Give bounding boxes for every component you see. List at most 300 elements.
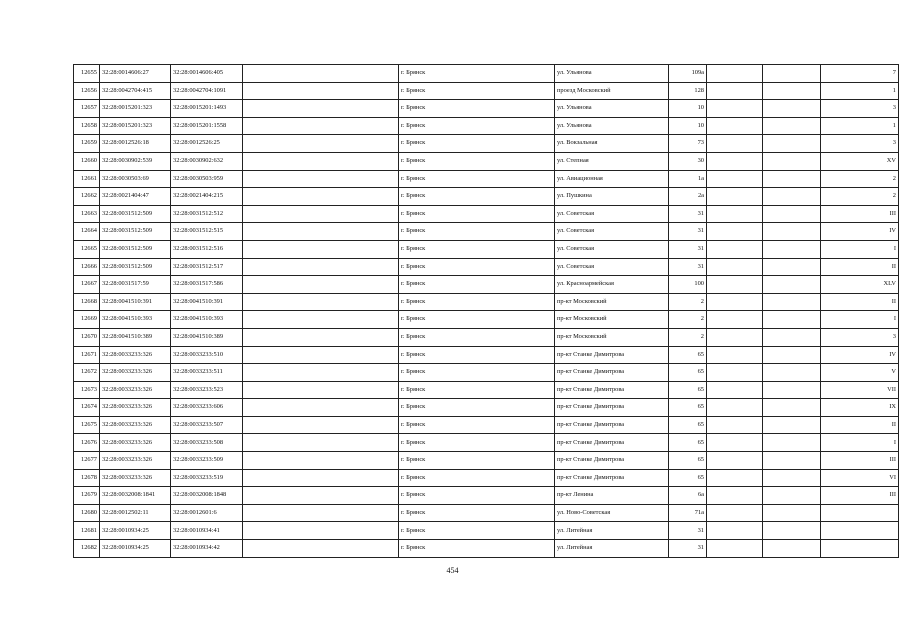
city-cell: г. Брянск — [399, 100, 555, 118]
apartment-cell — [763, 117, 821, 135]
table-row — [74, 152, 899, 170]
apartment-cell — [763, 311, 821, 329]
house-number-cell: 73 — [669, 135, 707, 153]
street-cell: ул. Литейная — [555, 540, 669, 558]
property-table-body — [74, 65, 899, 558]
house-number-cell: 71а — [669, 504, 707, 522]
street-cell: ул. Вокзальная — [555, 135, 669, 153]
building-cell — [707, 469, 763, 487]
empty-column-cell — [243, 240, 399, 258]
city-cell: г. Брянск — [399, 434, 555, 452]
table-row — [74, 452, 899, 470]
cadastral-number-cell: 32:28:0010934:41 — [171, 522, 243, 540]
house-number-cell: 31 — [669, 240, 707, 258]
street-cell: ул. Ульянова — [555, 100, 669, 118]
premises-cell: VI — [821, 469, 899, 487]
building-cell — [707, 346, 763, 364]
empty-column-cell — [243, 223, 399, 241]
house-number-cell: 31 — [669, 540, 707, 558]
row-number-cell: 12670 — [74, 328, 100, 346]
building-cell — [707, 100, 763, 118]
cadastral-number-cell: 32:28:0021404:215 — [171, 188, 243, 206]
city-cell: г. Брянск — [399, 399, 555, 417]
apartment-cell — [763, 240, 821, 258]
cadastral-block-cell: 32:28:0041510:389 — [100, 328, 171, 346]
cadastral-number-cell: 32:28:0033233:519 — [171, 469, 243, 487]
building-cell — [707, 188, 763, 206]
premises-cell: V — [821, 364, 899, 382]
house-number-cell: 10 — [669, 100, 707, 118]
building-cell — [707, 152, 763, 170]
cadastral-number-cell: 32:28:0033233:509 — [171, 452, 243, 470]
city-cell: г. Брянск — [399, 223, 555, 241]
house-number-cell: 65 — [669, 381, 707, 399]
cadastral-block-cell: 32:28:0041510:391 — [100, 293, 171, 311]
premises-cell: 1 — [821, 117, 899, 135]
cadastral-block-cell: 32:28:0030902:539 — [100, 152, 171, 170]
premises-cell: 3 — [821, 100, 899, 118]
premises-cell: I — [821, 240, 899, 258]
city-cell: г. Брянск — [399, 504, 555, 522]
apartment-cell — [763, 328, 821, 346]
empty-column-cell — [243, 311, 399, 329]
city-cell: г. Брянск — [399, 170, 555, 188]
apartment-cell — [763, 65, 821, 83]
apartment-cell — [763, 223, 821, 241]
city-cell: г. Брянск — [399, 452, 555, 470]
apartment-cell — [763, 469, 821, 487]
house-number-cell: 1а — [669, 170, 707, 188]
cadastral-block-cell: 32:28:0033233:326 — [100, 381, 171, 399]
apartment-cell — [763, 293, 821, 311]
street-cell: ул. Советская — [555, 205, 669, 223]
house-number-cell: 100 — [669, 276, 707, 294]
cadastral-number-cell: 32:28:0042704:1091 — [171, 82, 243, 100]
house-number-cell: 65 — [669, 452, 707, 470]
empty-column-cell — [243, 522, 399, 540]
row-number-cell: 12666 — [74, 258, 100, 276]
table-row — [74, 399, 899, 417]
row-number-cell: 12680 — [74, 504, 100, 522]
cadastral-block-cell: 32:28:0015201:323 — [100, 117, 171, 135]
premises-cell: XV — [821, 152, 899, 170]
premises-cell: II — [821, 293, 899, 311]
premises-cell: I — [821, 311, 899, 329]
street-cell: пр-кт Станке Димитрова — [555, 469, 669, 487]
empty-column-cell — [243, 152, 399, 170]
street-cell: пр-кт Московский — [555, 311, 669, 329]
row-number-cell: 12677 — [74, 452, 100, 470]
cadastral-number-cell: 32:28:0031517:586 — [171, 276, 243, 294]
premises-cell: IV — [821, 346, 899, 364]
cadastral-block-cell: 32:28:0021404:47 — [100, 188, 171, 206]
table-row — [74, 65, 899, 83]
street-cell: ул. Ульянова — [555, 65, 669, 83]
building-cell — [707, 416, 763, 434]
table-row — [74, 223, 899, 241]
street-cell: проезд Московский — [555, 82, 669, 100]
row-number-cell: 12665 — [74, 240, 100, 258]
house-number-cell: 31 — [669, 258, 707, 276]
street-cell: ул. Советская — [555, 240, 669, 258]
row-number-cell: 12678 — [74, 469, 100, 487]
apartment-cell — [763, 522, 821, 540]
table-row — [74, 346, 899, 364]
street-cell: пр-кт Станке Димитрова — [555, 346, 669, 364]
premises-cell: 3 — [821, 135, 899, 153]
row-number-cell: 12664 — [74, 223, 100, 241]
empty-column-cell — [243, 434, 399, 452]
city-cell: г. Брянск — [399, 311, 555, 329]
street-cell: пр-кт Станке Димитрова — [555, 399, 669, 417]
cadastral-number-cell: 32:28:0041510:391 — [171, 293, 243, 311]
building-cell — [707, 328, 763, 346]
city-cell: г. Брянск — [399, 135, 555, 153]
house-number-cell: 31 — [669, 223, 707, 241]
building-cell — [707, 65, 763, 83]
city-cell: г. Брянск — [399, 152, 555, 170]
building-cell — [707, 434, 763, 452]
street-cell: ул. Советская — [555, 258, 669, 276]
city-cell: г. Брянск — [399, 240, 555, 258]
apartment-cell — [763, 540, 821, 558]
cadastral-block-cell: 32:28:0012526:18 — [100, 135, 171, 153]
street-cell: ул. Степная — [555, 152, 669, 170]
city-cell: г. Брянск — [399, 65, 555, 83]
building-cell — [707, 293, 763, 311]
cadastral-number-cell: 32:28:0033233:508 — [171, 434, 243, 452]
cadastral-block-cell: 32:28:0041510:393 — [100, 311, 171, 329]
building-cell — [707, 276, 763, 294]
cadastral-block-cell: 32:28:0031517:59 — [100, 276, 171, 294]
premises-cell: VII — [821, 381, 899, 399]
row-number-cell: 12674 — [74, 399, 100, 417]
empty-column-cell — [243, 65, 399, 83]
building-cell — [707, 223, 763, 241]
row-number-cell: 12655 — [74, 65, 100, 83]
city-cell: г. Брянск — [399, 293, 555, 311]
cadastral-number-cell: 32:28:0041510:389 — [171, 328, 243, 346]
cadastral-number-cell: 32:28:0010934:42 — [171, 540, 243, 558]
premises-cell: II — [821, 416, 899, 434]
empty-column-cell — [243, 276, 399, 294]
building-cell — [707, 117, 763, 135]
apartment-cell — [763, 452, 821, 470]
table-row — [74, 540, 899, 558]
house-number-cell: 128 — [669, 82, 707, 100]
table-row — [74, 522, 899, 540]
cadastral-number-cell: 32:28:0033233:510 — [171, 346, 243, 364]
cadastral-number-cell: 32:28:0041510:393 — [171, 311, 243, 329]
apartment-cell — [763, 170, 821, 188]
table-row — [74, 416, 899, 434]
empty-column-cell — [243, 205, 399, 223]
cadastral-number-cell: 32:28:0031512:517 — [171, 258, 243, 276]
premises-cell: III — [821, 487, 899, 505]
apartment-cell — [763, 135, 821, 153]
row-number-cell: 12661 — [74, 170, 100, 188]
row-number-cell: 12671 — [74, 346, 100, 364]
city-cell: г. Брянск — [399, 364, 555, 382]
row-number-cell: 12669 — [74, 311, 100, 329]
street-cell: пр-кт Ленина — [555, 487, 669, 505]
empty-column-cell — [243, 100, 399, 118]
empty-column-cell — [243, 170, 399, 188]
premises-cell: 1 — [821, 82, 899, 100]
premises-cell: IX — [821, 399, 899, 417]
city-cell: г. Брянск — [399, 522, 555, 540]
cadastral-block-cell: 32:28:0033233:326 — [100, 452, 171, 470]
empty-column-cell — [243, 416, 399, 434]
apartment-cell — [763, 504, 821, 522]
cadastral-block-cell: 32:28:0030503:69 — [100, 170, 171, 188]
cadastral-number-cell: 32:28:0033233:606 — [171, 399, 243, 417]
cadastral-number-cell: 32:28:0031512:516 — [171, 240, 243, 258]
house-number-cell: 65 — [669, 346, 707, 364]
cadastral-block-cell: 32:28:0010934:25 — [100, 540, 171, 558]
cadastral-number-cell: 32:28:0030503:959 — [171, 170, 243, 188]
table-row — [74, 364, 899, 382]
table-row — [74, 381, 899, 399]
house-number-cell: 2 — [669, 311, 707, 329]
house-number-cell: 65 — [669, 434, 707, 452]
city-cell: г. Брянск — [399, 82, 555, 100]
city-cell: г. Брянск — [399, 276, 555, 294]
premises-cell: 3 — [821, 328, 899, 346]
street-cell: ул. Пушкина — [555, 188, 669, 206]
street-cell: пр-кт Московский — [555, 293, 669, 311]
premises-cell — [821, 540, 899, 558]
city-cell: г. Брянск — [399, 346, 555, 364]
apartment-cell — [763, 276, 821, 294]
cadastral-block-cell: 32:28:0031512:509 — [100, 258, 171, 276]
house-number-cell: 65 — [669, 469, 707, 487]
city-cell: г. Брянск — [399, 205, 555, 223]
premises-cell — [821, 522, 899, 540]
empty-column-cell — [243, 469, 399, 487]
apartment-cell — [763, 152, 821, 170]
house-number-cell: 2 — [669, 328, 707, 346]
city-cell: г. Брянск — [399, 540, 555, 558]
house-number-cell: 109а — [669, 65, 707, 83]
apartment-cell — [763, 399, 821, 417]
table-row — [74, 504, 899, 522]
building-cell — [707, 381, 763, 399]
cadastral-block-cell: 32:28:0033233:326 — [100, 364, 171, 382]
table-row — [74, 293, 899, 311]
building-cell — [707, 522, 763, 540]
empty-column-cell — [243, 82, 399, 100]
cadastral-block-cell: 32:28:0031512:509 — [100, 205, 171, 223]
house-number-cell: 30 — [669, 152, 707, 170]
cadastral-number-cell: 32:28:0015201:1493 — [171, 100, 243, 118]
empty-column-cell — [243, 135, 399, 153]
building-cell — [707, 170, 763, 188]
empty-column-cell — [243, 452, 399, 470]
apartment-cell — [763, 188, 821, 206]
building-cell — [707, 205, 763, 223]
cadastral-number-cell: 32:28:0031512:512 — [171, 205, 243, 223]
empty-column-cell — [243, 504, 399, 522]
cadastral-number-cell: 32:28:0030902:632 — [171, 152, 243, 170]
building-cell — [707, 399, 763, 417]
cadastral-block-cell: 32:28:0032008:1841 — [100, 487, 171, 505]
apartment-cell — [763, 487, 821, 505]
street-cell: ул. Советская — [555, 223, 669, 241]
table-row — [74, 188, 899, 206]
house-number-cell: 65 — [669, 364, 707, 382]
building-cell — [707, 240, 763, 258]
building-cell — [707, 82, 763, 100]
empty-column-cell — [243, 487, 399, 505]
premises-cell: 2 — [821, 170, 899, 188]
table-row — [74, 117, 899, 135]
empty-column-cell — [243, 188, 399, 206]
city-cell: г. Брянск — [399, 469, 555, 487]
building-cell — [707, 487, 763, 505]
row-number-cell: 12668 — [74, 293, 100, 311]
street-cell: ул. Красноармейская — [555, 276, 669, 294]
house-number-cell: 2 — [669, 293, 707, 311]
empty-column-cell — [243, 364, 399, 382]
city-cell: г. Брянск — [399, 117, 555, 135]
table-row — [74, 240, 899, 258]
cadastral-number-cell: 32:28:0033233:511 — [171, 364, 243, 382]
house-number-cell: 65 — [669, 416, 707, 434]
empty-column-cell — [243, 346, 399, 364]
cadastral-block-cell: 32:28:0033233:326 — [100, 399, 171, 417]
apartment-cell — [763, 205, 821, 223]
building-cell — [707, 311, 763, 329]
apartment-cell — [763, 381, 821, 399]
row-number-cell: 12657 — [74, 100, 100, 118]
street-cell: пр-кт Станке Димитрова — [555, 364, 669, 382]
street-cell: ул. Литейная — [555, 522, 669, 540]
row-number-cell: 12659 — [74, 135, 100, 153]
cadastral-number-cell: 32:28:0033233:523 — [171, 381, 243, 399]
cadastral-block-cell: 32:28:0033233:326 — [100, 434, 171, 452]
premises-cell: IV — [821, 223, 899, 241]
table-row — [74, 434, 899, 452]
cadastral-number-cell: 32:28:0014606:405 — [171, 65, 243, 83]
row-number-cell: 12662 — [74, 188, 100, 206]
cadastral-number-cell: 32:28:0015201:1558 — [171, 117, 243, 135]
building-cell — [707, 504, 763, 522]
row-number-cell: 12667 — [74, 276, 100, 294]
city-cell: г. Брянск — [399, 416, 555, 434]
premises-cell: I — [821, 434, 899, 452]
building-cell — [707, 135, 763, 153]
cadastral-number-cell: 32:28:0012601:6 — [171, 504, 243, 522]
street-cell: ул. Авиационная — [555, 170, 669, 188]
street-cell: пр-кт Станке Димитрова — [555, 416, 669, 434]
street-cell: ул. Ново-Советская — [555, 504, 669, 522]
city-cell: г. Брянск — [399, 188, 555, 206]
cadastral-block-cell: 32:28:0014606:27 — [100, 65, 171, 83]
table-row — [74, 469, 899, 487]
street-cell: ул. Ульянова — [555, 117, 669, 135]
empty-column-cell — [243, 328, 399, 346]
table-row — [74, 328, 899, 346]
building-cell — [707, 452, 763, 470]
table-row — [74, 170, 899, 188]
cadastral-block-cell: 32:28:0031512:509 — [100, 223, 171, 241]
apartment-cell — [763, 434, 821, 452]
table-row — [74, 205, 899, 223]
empty-column-cell — [243, 540, 399, 558]
street-cell: пр-кт Станке Димитрова — [555, 452, 669, 470]
premises-cell: 7 — [821, 65, 899, 83]
building-cell — [707, 540, 763, 558]
cadastral-block-cell: 32:28:0015201:323 — [100, 100, 171, 118]
street-cell: пр-кт Станке Димитрова — [555, 381, 669, 399]
table-row — [74, 487, 899, 505]
table-row — [74, 276, 899, 294]
cadastral-block-cell: 32:28:0012502:11 — [100, 504, 171, 522]
city-cell: г. Брянск — [399, 381, 555, 399]
apartment-cell — [763, 364, 821, 382]
row-number-cell: 12660 — [74, 152, 100, 170]
house-number-cell: 2а — [669, 188, 707, 206]
property-table — [73, 64, 899, 558]
house-number-cell: 6а — [669, 487, 707, 505]
row-number-cell: 12675 — [74, 416, 100, 434]
city-cell: г. Брянск — [399, 487, 555, 505]
row-number-cell: 12679 — [74, 487, 100, 505]
empty-column-cell — [243, 399, 399, 417]
row-number-cell: 12656 — [74, 82, 100, 100]
page-number: 454 — [446, 566, 459, 575]
apartment-cell — [763, 346, 821, 364]
apartment-cell — [763, 416, 821, 434]
house-number-cell: 31 — [669, 205, 707, 223]
premises-cell: 2 — [821, 188, 899, 206]
empty-column-cell — [243, 117, 399, 135]
cadastral-block-cell: 32:28:0033233:326 — [100, 346, 171, 364]
table-row — [74, 258, 899, 276]
premises-cell: III — [821, 205, 899, 223]
cadastral-block-cell: 32:28:0010934:25 — [100, 522, 171, 540]
row-number-cell: 12672 — [74, 364, 100, 382]
apartment-cell — [763, 82, 821, 100]
cadastral-number-cell: 32:28:0032008:1848 — [171, 487, 243, 505]
cadastral-block-cell: 32:28:0033233:326 — [100, 469, 171, 487]
building-cell — [707, 364, 763, 382]
row-number-cell: 12658 — [74, 117, 100, 135]
table-row — [74, 311, 899, 329]
table-row — [74, 135, 899, 153]
city-cell: г. Брянск — [399, 328, 555, 346]
empty-column-cell — [243, 381, 399, 399]
premises-cell: II — [821, 258, 899, 276]
table-row — [74, 100, 899, 118]
empty-column-cell — [243, 258, 399, 276]
row-number-cell: 12682 — [74, 540, 100, 558]
row-number-cell: 12676 — [74, 434, 100, 452]
cadastral-block-cell: 32:28:0031512:509 — [100, 240, 171, 258]
table-row — [74, 82, 899, 100]
house-number-cell: 31 — [669, 522, 707, 540]
building-cell — [707, 258, 763, 276]
premises-cell: XLV — [821, 276, 899, 294]
premises-cell — [821, 504, 899, 522]
cadastral-block-cell: 32:28:0042704:415 — [100, 82, 171, 100]
premises-cell: III — [821, 452, 899, 470]
house-number-cell: 65 — [669, 399, 707, 417]
cadastral-block-cell: 32:28:0033233:326 — [100, 416, 171, 434]
street-cell: пр-кт Московский — [555, 328, 669, 346]
empty-column-cell — [243, 293, 399, 311]
